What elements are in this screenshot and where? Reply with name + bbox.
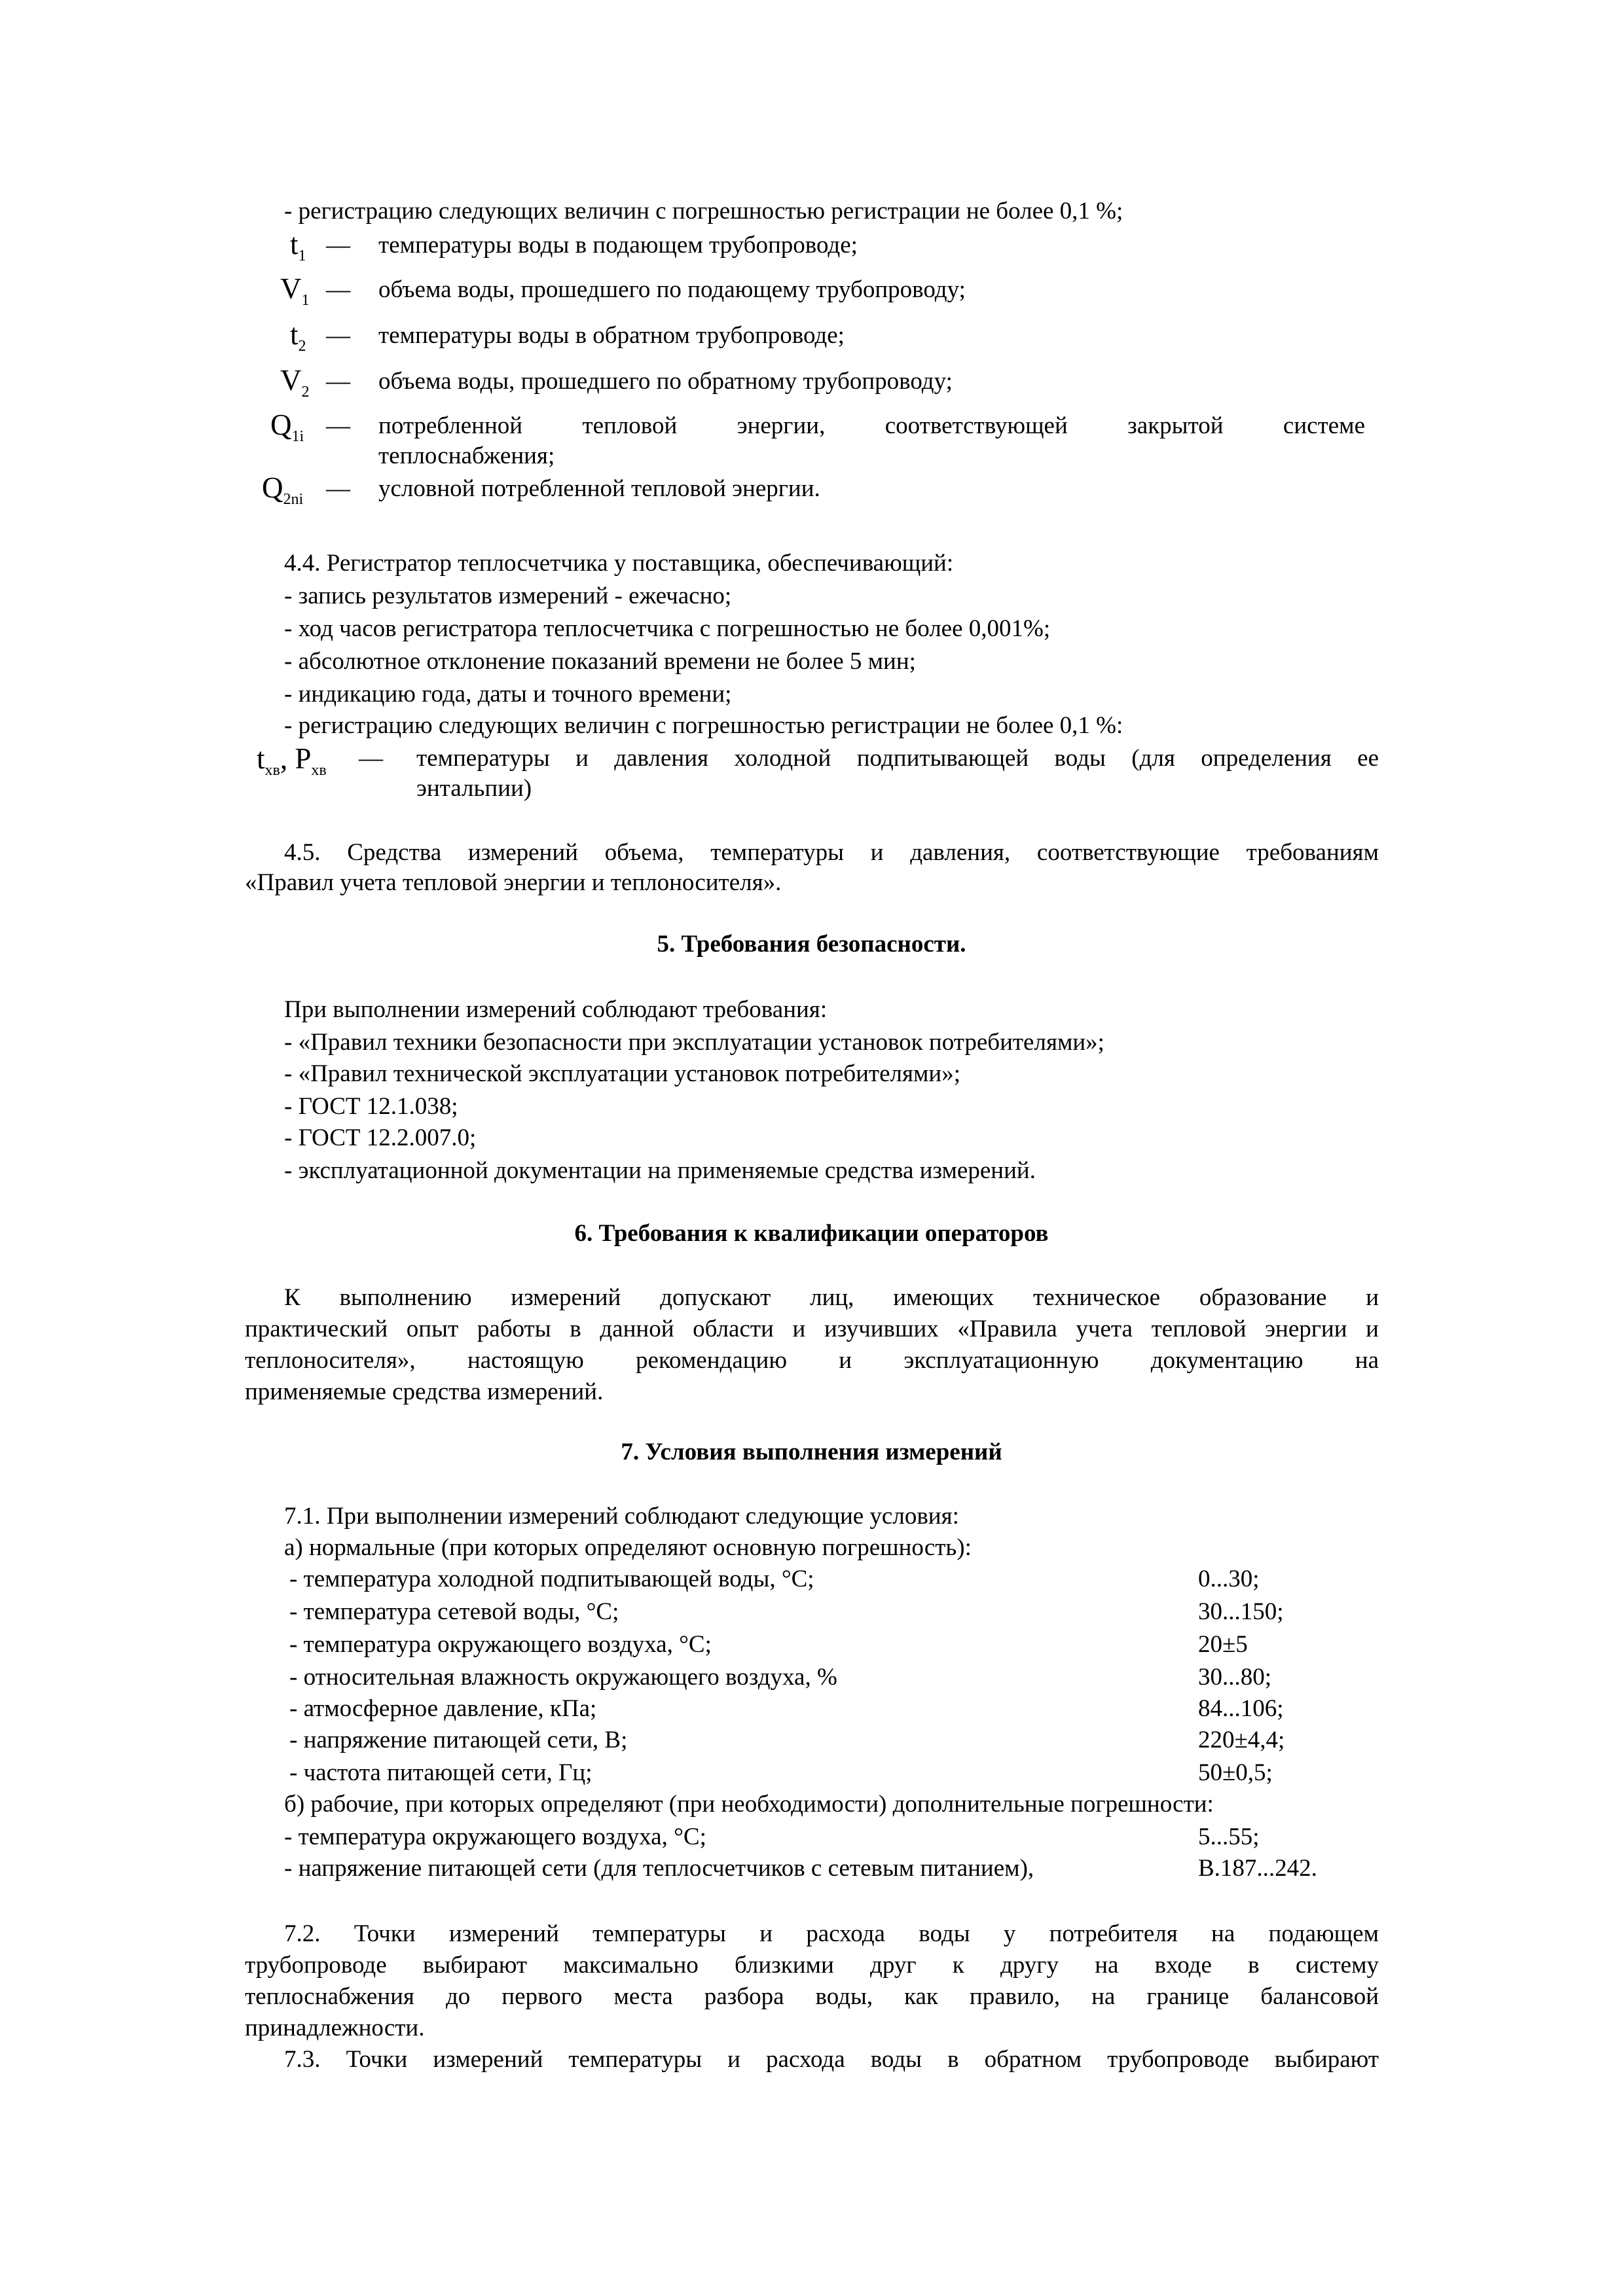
- variable-description-continued: энтальпии): [416, 775, 532, 802]
- dash: —: [326, 412, 350, 439]
- condition-value: 0...30;: [1198, 1566, 1260, 1592]
- section-7-2-text: 7.2. Точки измерений температуры и расхода воды у потребителя на подающем: [284, 1920, 1379, 1947]
- section-7-2-text: теплоснабжения до первого места разбора воды, как правило, на границе балансовой: [245, 1983, 1379, 2010]
- condition-label: - частота питающей сети, Гц;: [289, 1759, 593, 1786]
- list-item: - «Правил технической эксплуатации установок потребителями»;: [284, 1060, 960, 1087]
- section-4-5-text-continued: «Правил учета тепловой энергии и теплоносителя».: [245, 869, 782, 896]
- list-item: - ход часов регистратора теплосчетчика с погрешностью не более 0,001%;: [284, 615, 1051, 642]
- list-item: - регистрацию следующих величин с погрешностью регистрации не более 0,1 %:: [284, 712, 1123, 739]
- list-item: - ГОСТ 12.1.038;: [284, 1093, 458, 1120]
- variable-symbol: $Q_{1i}$: [270, 408, 304, 445]
- section-7-2-text: принадлежности.: [245, 2015, 425, 2041]
- variable-description-continued: теплоснабжения;: [378, 442, 555, 469]
- variable-description: температуры воды в подающем трубопроводе;: [378, 232, 858, 259]
- registration-intro: - регистрацию следующих величин с погрешностью регистрации не более 0,1 %;: [284, 198, 1123, 224]
- variable-symbol: $Q_{2ni}$: [262, 471, 304, 508]
- variable-symbol: $V_1$: [280, 272, 310, 309]
- condition-label: - температура окружающего воздуха, °С;: [289, 1631, 712, 1658]
- list-item: - эксплуатационной документации на применяемые средства измерений.: [284, 1157, 1036, 1184]
- dash: —: [326, 475, 350, 502]
- section-6-text: К выполнению измерений допускают лиц, имеющих техническое образование и: [284, 1284, 1379, 1311]
- section-7-3-text: 7.3. Точки измерений температуры и расхода воды в обратном трубопроводе выбирают: [284, 2046, 1379, 2073]
- condition-value: 50±0,5;: [1198, 1759, 1273, 1786]
- condition-value: 220±4,4;: [1198, 1727, 1285, 1753]
- list-item: - индикацию года, даты и точного времени;: [284, 681, 732, 708]
- condition-value: 20±5: [1198, 1631, 1248, 1658]
- condition-value: 5...55;: [1198, 1823, 1260, 1850]
- section-5-heading: 5. Требования безопасности.: [657, 931, 966, 958]
- section-6-text: теплоносителя», настоящую рекомендацию и эксплуатационную документацию на: [245, 1347, 1379, 1374]
- variable-description: объема воды, прошедшего по подающему трубопроводу;: [378, 276, 966, 303]
- variable-symbol: $t_{хв}$, $P_{хв}$: [257, 742, 327, 779]
- variable-description: условной потребленной тепловой энергии.: [378, 475, 820, 502]
- section-6-text: применяемые средства измерений.: [245, 1378, 604, 1405]
- dash: —: [326, 276, 350, 303]
- list-item: - «Правил техники безопасности при эксплуатации установок потребителями»;: [284, 1029, 1104, 1056]
- variable-description: температуры и давления холодной подпитывающей воды (для определения ее: [416, 745, 1379, 772]
- section-4-4-title: 4.4. Регистратор теплосчетчика у поставщика, обеспечивающий:: [284, 550, 954, 577]
- working-conditions-title: б) рабочие, при которых определяют (при необходимости) дополнительные погрешности:: [284, 1791, 1214, 1818]
- list-item: - ГОСТ 12.2.007.0;: [284, 1124, 477, 1151]
- condition-label: - температура холодной подпитывающей воды, °С;: [289, 1566, 814, 1592]
- condition-label: - напряжение питающей сети (для теплосчетчиков с сетевым питанием),: [284, 1855, 1034, 1882]
- section-5-intro: При выполнении измерений соблюдают требования:: [284, 996, 828, 1023]
- variable-description: потребленной тепловой энергии, соответствующей закрытой системе: [378, 412, 1365, 439]
- section-7-1-title: 7.1. При выполнении измерений соблюдают следующие условия:: [284, 1503, 959, 1530]
- dash: —: [326, 368, 350, 395]
- condition-label: - температура окружающего воздуха, °С;: [284, 1823, 706, 1850]
- section-7-2-text: трубопроводе выбирают максимально близкими друг к другу на входе в систему: [245, 1952, 1379, 1979]
- variable-description: объема воды, прошедшего по обратному трубопроводу;: [378, 368, 953, 395]
- condition-label: - относительная влажность окружающего воздуха, %: [289, 1664, 837, 1691]
- dash: —: [326, 232, 350, 259]
- dash: —: [359, 745, 383, 772]
- section-6-heading: 6. Требования к квалификации операторов: [574, 1220, 1049, 1247]
- variable-symbol: $t_2$: [290, 318, 306, 355]
- variable-description: температуры воды в обратном трубопроводе;: [378, 322, 845, 349]
- condition-value: 30...150;: [1198, 1598, 1284, 1625]
- section-7-heading: 7. Условия выполнения измерений: [621, 1439, 1002, 1465]
- condition-value: В.187...242.: [1198, 1855, 1317, 1882]
- normal-conditions-title: а) нормальные (при которых определяют основную погрешность):: [284, 1534, 972, 1561]
- section-4-5-text: 4.5. Средства измерений объема, температуры и давления, соответствующие требованиям: [284, 839, 1379, 866]
- variable-symbol: $t_1$: [290, 228, 306, 264]
- variable-symbol: $V_2$: [280, 364, 310, 401]
- dash: —: [326, 322, 350, 349]
- list-item: - запись результатов измерений - ежечасно;: [284, 583, 732, 609]
- list-item: - абсолютное отклонение показаний времени не более 5 мин;: [284, 648, 916, 675]
- condition-label: - температура сетевой воды, °С;: [289, 1598, 619, 1625]
- condition-label: - атмосферное давление, кПа;: [289, 1695, 597, 1722]
- condition-value: 84...106;: [1198, 1695, 1284, 1722]
- condition-value: 30...80;: [1198, 1664, 1272, 1691]
- condition-label: - напряжение питающей сети, В;: [289, 1727, 628, 1753]
- section-6-text: практический опыт работы в данной области и изучивших «Правила учета тепловой энергии и: [245, 1316, 1379, 1342]
